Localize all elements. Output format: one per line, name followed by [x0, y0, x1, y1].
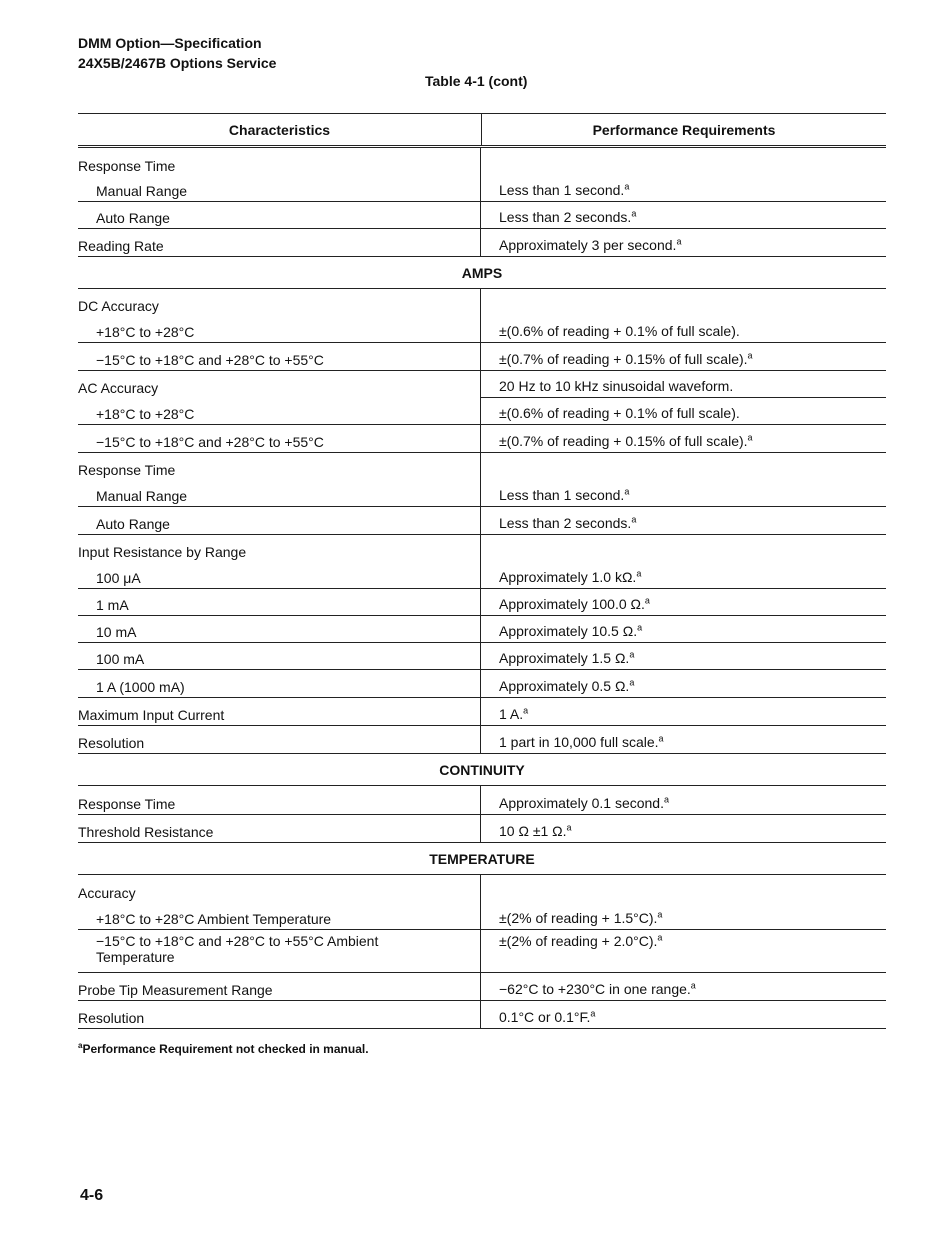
column-header-performance: Performance Requirements [592, 121, 776, 138]
table-row [78, 176, 886, 202]
row-value: 1 A. [499, 706, 524, 722]
row-value: Approximately 0.5 Ω. [499, 678, 630, 694]
table-row [78, 973, 886, 1001]
footnote-marker: a [566, 822, 572, 833]
row-label: DC Accuracy [78, 298, 159, 314]
row-label: Auto Range [96, 210, 170, 226]
footnote-marker: a [747, 432, 753, 443]
footnote-marker: a [676, 236, 682, 247]
header-subtitle: 24X5B/2467B Options Service [78, 55, 277, 71]
row-label: Response Time [78, 462, 176, 478]
table-row [78, 425, 886, 453]
row-label: Auto Range [96, 516, 170, 532]
row-value: Less than 1 second. [499, 487, 625, 503]
row-label: +18°C to +28°C [96, 406, 195, 422]
row-value: ±(2% of reading + 1.5°C). [499, 910, 658, 926]
spec-table [78, 113, 886, 1029]
table-row [78, 229, 886, 257]
row-value: 10 Ω ±1 Ω. [499, 823, 567, 839]
row-label: 100 mA [96, 651, 145, 667]
footnote-marker: a [590, 1008, 596, 1019]
table-row [78, 343, 886, 371]
row-label: AC Accuracy [78, 380, 159, 396]
table-row [78, 562, 886, 589]
table-row [78, 316, 886, 343]
row-label: Input Resistance by Range [78, 544, 247, 560]
row-label: Manual Range [96, 488, 188, 504]
section-heading-amps: AMPS [78, 257, 886, 289]
table-row [78, 643, 886, 670]
row-label: Response Time [78, 158, 176, 174]
header-title: DMM Option—Specification [78, 35, 262, 51]
row-label: Threshold Resistance [78, 824, 214, 840]
row-label: Resolution [78, 735, 145, 751]
table-row [78, 875, 886, 903]
table-row [78, 726, 886, 754]
footnote-marker: a [523, 705, 529, 716]
footnote-marker: a [78, 1041, 83, 1050]
table-row [78, 1001, 886, 1029]
footnote-text: Performance Requirement not checked in manual. [82, 1042, 369, 1056]
table-row [78, 786, 886, 815]
section-heading-continuity: CONTINUITY [78, 754, 886, 786]
table-row [78, 815, 886, 843]
page-number: 4-6 [80, 1187, 104, 1204]
footnote [78, 1042, 369, 1056]
row-value: Approximately 3 per second. [499, 237, 677, 253]
footnote-marker: a [629, 677, 635, 688]
footnote-marker: a [636, 568, 642, 579]
row-value: −62°C to +230°C in one range. [499, 981, 691, 997]
table-row [78, 930, 886, 973]
row-value: Less than 2 seconds. [499, 209, 632, 225]
footnote-marker: a [631, 208, 637, 219]
footnote-marker: a [690, 980, 696, 991]
table-row [78, 670, 886, 698]
footnote-marker: a [631, 514, 637, 525]
row-value: 0.1°C or 0.1°F. [499, 1009, 591, 1025]
footnote-marker: a [658, 733, 664, 744]
table-row [78, 371, 886, 398]
table-row [78, 480, 886, 507]
table-row [78, 289, 886, 316]
row-value: Approximately 100.0 Ω. [499, 596, 645, 612]
row-label: Manual Range [96, 183, 188, 199]
row-label: 1 A (1000 mA) [96, 679, 185, 695]
row-label: 100 μA [96, 570, 141, 586]
row-label: +18°C to +28°C Ambient Temperature [96, 911, 332, 927]
table-row [78, 202, 886, 229]
row-label: Accuracy [78, 885, 136, 901]
row-label: Probe Tip Measurement Range [78, 982, 273, 998]
row-value: Approximately 0.1 second. [499, 795, 664, 811]
row-value: Approximately 10.5 Ω. [499, 623, 638, 639]
row-label: Resolution [78, 1010, 145, 1026]
row-value: 20 Hz to 10 kHz sinusoidal waveform. [499, 378, 734, 394]
footnote-marker: a [637, 622, 643, 633]
row-label: Response Time [78, 796, 176, 812]
row-value: ±(2% of reading + 2.0°C). [499, 933, 658, 949]
table-row [78, 507, 886, 535]
footnote-marker: a [657, 932, 663, 943]
footnote-marker: a [644, 595, 650, 606]
table-row [78, 698, 886, 726]
row-value: Approximately 1.0 kΩ. [499, 569, 637, 585]
table-row [78, 148, 886, 176]
row-value: Less than 1 second. [499, 182, 625, 198]
table-row [78, 903, 886, 930]
table-row [78, 453, 886, 480]
table-row [78, 535, 886, 562]
footnote-marker: a [624, 181, 630, 192]
table-row [78, 616, 886, 643]
row-label-continued: Temperature [96, 949, 175, 965]
row-value: ±(0.6% of reading + 0.1% of full scale). [499, 405, 740, 421]
footnote-marker: a [747, 350, 753, 361]
row-value: ±(0.7% of reading + 0.15% of full scale). [499, 433, 748, 449]
row-label: −15°C to +18°C and +28°C to +55°C Ambient [96, 933, 379, 949]
row-label: Maximum Input Current [78, 707, 225, 723]
row-label: Reading Rate [78, 238, 164, 254]
table-caption: Table 4-1 (cont) [425, 73, 528, 89]
footnote-marker: a [657, 909, 663, 920]
row-value: 1 part in 10,000 full scale. [499, 734, 659, 750]
table-row [78, 398, 886, 425]
footnote-marker: a [663, 794, 669, 805]
row-label: −15°C to +18°C and +28°C to +55°C [96, 434, 324, 450]
column-headers [78, 114, 886, 148]
column-header-characteristics: Characteristics [78, 114, 482, 145]
row-value: Approximately 1.5 Ω. [499, 650, 630, 666]
row-label: −15°C to +18°C and +28°C to +55°C [96, 352, 324, 368]
footnote-marker: a [624, 486, 630, 497]
section-heading-temperature: TEMPERATURE [78, 843, 886, 875]
row-label: 10 mA [96, 624, 137, 640]
row-label: +18°C to +28°C [96, 324, 195, 340]
row-label: 1 mA [96, 597, 129, 613]
row-value: Less than 2 seconds. [499, 515, 632, 531]
footnote-marker: a [629, 649, 635, 660]
table-row [78, 589, 886, 616]
row-value: ±(0.6% of reading + 0.1% of full scale). [499, 323, 740, 339]
row-value: ±(0.7% of reading + 0.15% of full scale). [499, 351, 748, 367]
